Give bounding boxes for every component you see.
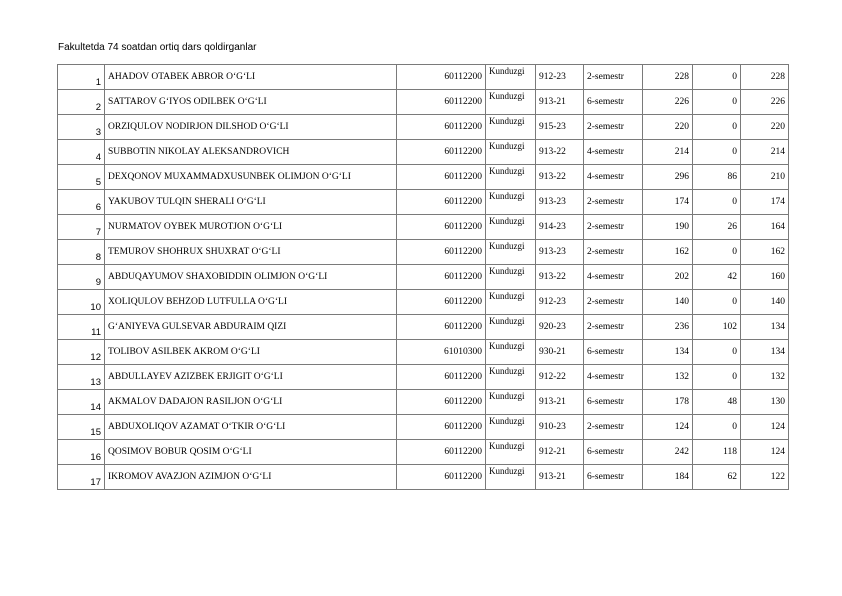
- group-code-cell: 914-23: [536, 215, 584, 240]
- group-code-cell: 913-23: [536, 190, 584, 215]
- total-hours-cell: 214: [643, 140, 693, 165]
- group-code-cell: 912-23: [536, 290, 584, 315]
- semester-cell: 2-semestr: [584, 240, 643, 265]
- semester-cell: 2-semestr: [584, 315, 643, 340]
- excused-hours-cell: 0: [693, 140, 741, 165]
- row-number-cell: 13: [58, 365, 105, 390]
- program-code-cell: 60112200: [397, 165, 486, 190]
- semester-cell: 6-semestr: [584, 440, 643, 465]
- table-row: [58, 65, 789, 90]
- table-row: [58, 365, 789, 390]
- study-form-cell: Kunduzgi: [486, 190, 536, 215]
- total-hours-cell: 162: [643, 240, 693, 265]
- unexcused-hours-cell: 122: [741, 465, 789, 490]
- student-name-cell: ABDUXOLIQOV AZAMAT O‘TKIR O‘G‘LI: [105, 415, 397, 440]
- semester-cell: 2-semestr: [584, 215, 643, 240]
- excused-hours-cell: 42: [693, 265, 741, 290]
- total-hours-cell: 228: [643, 65, 693, 90]
- unexcused-hours-cell: 160: [741, 265, 789, 290]
- unexcused-hours-cell: 228: [741, 65, 789, 90]
- table-row: [58, 90, 789, 115]
- student-name-cell: QOSIMOV BOBUR QOSIM O‘G‘LI: [105, 440, 397, 465]
- study-form-cell: Kunduzgi: [486, 390, 536, 415]
- study-form-cell: Kunduzgi: [486, 165, 536, 190]
- unexcused-hours-cell: 214: [741, 140, 789, 165]
- group-code-cell: 913-21: [536, 390, 584, 415]
- row-number-cell: 11: [58, 315, 105, 340]
- student-name-cell: ABDUQAYUMOV SHAXOBIDDIN OLIMJON O‘G‘LI: [105, 265, 397, 290]
- total-hours-cell: 220: [643, 115, 693, 140]
- excused-hours-cell: 0: [693, 340, 741, 365]
- student-name-cell: IKROMOV AVAZJON AZIMJON O‘G‘LI: [105, 465, 397, 490]
- group-code-cell: 913-21: [536, 465, 584, 490]
- group-code-cell: 913-23: [536, 240, 584, 265]
- program-code-cell: 60112200: [397, 315, 486, 340]
- excused-hours-cell: 102: [693, 315, 741, 340]
- excused-hours-cell: 0: [693, 115, 741, 140]
- program-code-cell: 60112200: [397, 240, 486, 265]
- total-hours-cell: 236: [643, 315, 693, 340]
- table-row: [58, 390, 789, 415]
- group-code-cell: 910-23: [536, 415, 584, 440]
- program-code-cell: 60112200: [397, 65, 486, 90]
- group-code-cell: 913-21: [536, 90, 584, 115]
- student-name-cell: TOLIBOV ASILBEK AKROM O‘G‘LI: [105, 340, 397, 365]
- total-hours-cell: 184: [643, 465, 693, 490]
- student-name-cell: SATTAROV G‘IYOS ODILBEK O‘G‘LI: [105, 90, 397, 115]
- unexcused-hours-cell: 124: [741, 440, 789, 465]
- study-form-cell: Kunduzgi: [486, 315, 536, 340]
- table-row: [58, 240, 789, 265]
- total-hours-cell: 178: [643, 390, 693, 415]
- row-number-cell: 7: [58, 215, 105, 240]
- row-number-cell: 14: [58, 390, 105, 415]
- group-code-cell: 920-23: [536, 315, 584, 340]
- excused-hours-cell: 62: [693, 465, 741, 490]
- group-code-cell: 912-21: [536, 440, 584, 465]
- group-code-cell: 915-23: [536, 115, 584, 140]
- program-code-cell: 60112200: [397, 140, 486, 165]
- group-code-cell: 913-22: [536, 140, 584, 165]
- program-code-cell: 60112200: [397, 465, 486, 490]
- group-code-cell: 912-23: [536, 65, 584, 90]
- row-number-cell: 3: [58, 115, 105, 140]
- unexcused-hours-cell: 124: [741, 415, 789, 440]
- excused-hours-cell: 0: [693, 240, 741, 265]
- total-hours-cell: 174: [643, 190, 693, 215]
- semester-cell: 6-semestr: [584, 340, 643, 365]
- excused-hours-cell: 0: [693, 190, 741, 215]
- semester-cell: 2-semestr: [584, 115, 643, 140]
- program-code-cell: 60112200: [397, 415, 486, 440]
- student-name-cell: ABDULLAYEV AZIZBEK ERJIGIT O‘G‘LI: [105, 365, 397, 390]
- semester-cell: 2-semestr: [584, 65, 643, 90]
- study-form-cell: Kunduzgi: [486, 465, 536, 490]
- semester-cell: 2-semestr: [584, 290, 643, 315]
- unexcused-hours-cell: 140: [741, 290, 789, 315]
- unexcused-hours-cell: 174: [741, 190, 789, 215]
- unexcused-hours-cell: 130: [741, 390, 789, 415]
- study-form-cell: Kunduzgi: [486, 290, 536, 315]
- row-number-cell: 8: [58, 240, 105, 265]
- excused-hours-cell: 118: [693, 440, 741, 465]
- excused-hours-cell: 26: [693, 215, 741, 240]
- group-code-cell: 930-21: [536, 340, 584, 365]
- program-code-cell: 60112200: [397, 90, 486, 115]
- program-code-cell: 60112200: [397, 440, 486, 465]
- total-hours-cell: 124: [643, 415, 693, 440]
- semester-cell: 4-semestr: [584, 140, 643, 165]
- student-name-cell: TEMUROV SHOHRUX SHUXRAT O‘G‘LI: [105, 240, 397, 265]
- table-row: [58, 140, 789, 165]
- study-form-cell: Kunduzgi: [486, 340, 536, 365]
- program-code-cell: 60112200: [397, 190, 486, 215]
- program-code-cell: 61010300: [397, 340, 486, 365]
- excused-hours-cell: 0: [693, 65, 741, 90]
- table-row: [58, 465, 789, 490]
- unexcused-hours-cell: 132: [741, 365, 789, 390]
- table-row: [58, 115, 789, 140]
- study-form-cell: Kunduzgi: [486, 415, 536, 440]
- study-form-cell: Kunduzgi: [486, 65, 536, 90]
- study-form-cell: Kunduzgi: [486, 440, 536, 465]
- total-hours-cell: 132: [643, 365, 693, 390]
- row-number-cell: 2: [58, 90, 105, 115]
- row-number-cell: 16: [58, 440, 105, 465]
- study-form-cell: Kunduzgi: [486, 215, 536, 240]
- study-form-cell: Kunduzgi: [486, 140, 536, 165]
- unexcused-hours-cell: 162: [741, 240, 789, 265]
- absence-table: [57, 64, 789, 490]
- total-hours-cell: 134: [643, 340, 693, 365]
- semester-cell: 2-semestr: [584, 190, 643, 215]
- row-number-cell: 4: [58, 140, 105, 165]
- program-code-cell: 60112200: [397, 290, 486, 315]
- row-number-cell: 9: [58, 265, 105, 290]
- unexcused-hours-cell: 226: [741, 90, 789, 115]
- group-code-cell: 912-22: [536, 365, 584, 390]
- unexcused-hours-cell: 134: [741, 315, 789, 340]
- row-number-cell: 17: [58, 465, 105, 490]
- student-name-cell: ORZIQULOV NODIRJON DILSHOD O‘G‘LI: [105, 115, 397, 140]
- table-row: [58, 190, 789, 215]
- semester-cell: 2-semestr: [584, 415, 643, 440]
- group-code-cell: 913-22: [536, 265, 584, 290]
- total-hours-cell: 190: [643, 215, 693, 240]
- table-row: [58, 165, 789, 190]
- excused-hours-cell: 0: [693, 290, 741, 315]
- table-row: [58, 340, 789, 365]
- student-name-cell: SUBBOTIN NIKOLAY ALEKSANDROVICH: [105, 140, 397, 165]
- row-number-cell: 6: [58, 190, 105, 215]
- study-form-cell: Kunduzgi: [486, 90, 536, 115]
- page-title: Fakultetda 74 soatdan ortiq dars qoldirganlar: [58, 42, 257, 53]
- total-hours-cell: 242: [643, 440, 693, 465]
- program-code-cell: 60112200: [397, 390, 486, 415]
- program-code-cell: 60112200: [397, 365, 486, 390]
- excused-hours-cell: 48: [693, 390, 741, 415]
- unexcused-hours-cell: 210: [741, 165, 789, 190]
- excused-hours-cell: 0: [693, 90, 741, 115]
- excused-hours-cell: 86: [693, 165, 741, 190]
- semester-cell: 4-semestr: [584, 265, 643, 290]
- study-form-cell: Kunduzgi: [486, 115, 536, 140]
- program-code-cell: 60112200: [397, 265, 486, 290]
- total-hours-cell: 226: [643, 90, 693, 115]
- row-number-cell: 1: [58, 65, 105, 90]
- total-hours-cell: 140: [643, 290, 693, 315]
- table-row: [58, 415, 789, 440]
- student-name-cell: AKMALOV DADAJON RASILJON O‘G‘LI: [105, 390, 397, 415]
- unexcused-hours-cell: 134: [741, 340, 789, 365]
- table-row: [58, 215, 789, 240]
- program-code-cell: 60112200: [397, 115, 486, 140]
- semester-cell: 4-semestr: [584, 165, 643, 190]
- semester-cell: 4-semestr: [584, 365, 643, 390]
- study-form-cell: Kunduzgi: [486, 240, 536, 265]
- row-number-cell: 5: [58, 165, 105, 190]
- table-row: [58, 290, 789, 315]
- row-number-cell: 10: [58, 290, 105, 315]
- table-row: [58, 440, 789, 465]
- table-body: [58, 65, 789, 490]
- excused-hours-cell: 0: [693, 415, 741, 440]
- student-name-cell: NURMATOV OYBEK MUROTJON O‘G‘LI: [105, 215, 397, 240]
- total-hours-cell: 296: [643, 165, 693, 190]
- semester-cell: 6-semestr: [584, 390, 643, 415]
- study-form-cell: Kunduzgi: [486, 365, 536, 390]
- student-name-cell: AHADOV OTABEK ABROR O‘G‘LI: [105, 65, 397, 90]
- student-name-cell: XOLIQULOV BEHZOD LUTFULLA O‘G‘LI: [105, 290, 397, 315]
- semester-cell: 6-semestr: [584, 90, 643, 115]
- table-row: [58, 315, 789, 340]
- row-number-cell: 12: [58, 340, 105, 365]
- unexcused-hours-cell: 220: [741, 115, 789, 140]
- semester-cell: 6-semestr: [584, 465, 643, 490]
- total-hours-cell: 202: [643, 265, 693, 290]
- unexcused-hours-cell: 164: [741, 215, 789, 240]
- student-name-cell: DEXQONOV MUXAMMADXUSUNBEK OLIMJON O‘G‘LI: [105, 165, 397, 190]
- excused-hours-cell: 0: [693, 365, 741, 390]
- table-row: [58, 265, 789, 290]
- group-code-cell: 913-22: [536, 165, 584, 190]
- student-name-cell: G‘ANIYEVA GULSEVAR ABDURAIM QIZI: [105, 315, 397, 340]
- row-number-cell: 15: [58, 415, 105, 440]
- study-form-cell: Kunduzgi: [486, 265, 536, 290]
- student-name-cell: YAKUBOV TULQIN SHERALI O‘G‘LI: [105, 190, 397, 215]
- program-code-cell: 60112200: [397, 215, 486, 240]
